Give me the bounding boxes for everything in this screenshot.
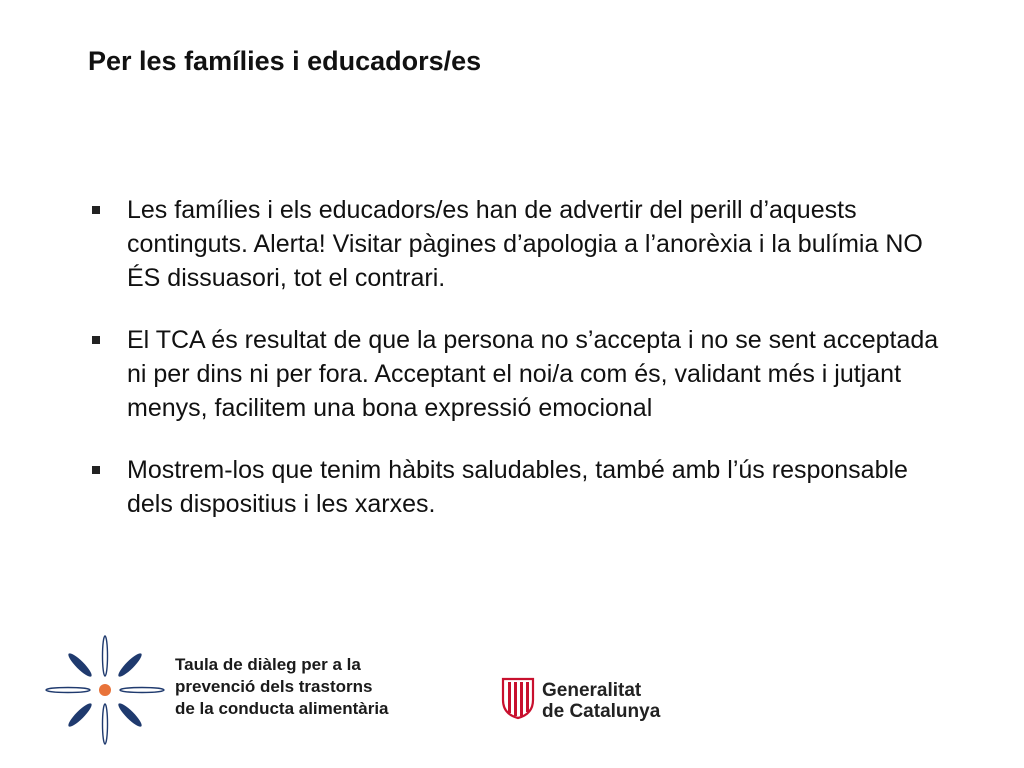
taula-dialeg-logo [40,632,440,752]
bullet-text: Les famílies i els educadors/es han de advertir del perill d’aquests continguts. Alerta! Visitar pàgines d’apologia a l’anorèxia i la bulímia NO ÉS dissuasori, tot el contrari. [127,196,923,292]
taula-logo-text [175,654,389,720]
square-bullet-icon [92,466,100,474]
bullet-list [90,193,950,549]
bullet-item [90,323,950,425]
generalitat-logo [500,676,720,726]
generalitat-logo-line: Generalitat [542,680,642,701]
bullet-text: Mostrem-los que tenim hàbits saludables, també amb l’ús responsable dels dispositius i les xarxes. [127,456,908,518]
slide-title: Per les famílies i educadors/es [88,46,482,76]
taula-logo-line: prevenció dels trastorns [175,677,373,696]
square-bullet-icon [92,336,100,344]
bullet-item [90,453,950,521]
taula-logo-line: Taula de diàleg per a la [175,655,361,674]
generalitat-logo-line: de Catalunya [542,701,661,722]
square-bullet-icon [92,206,100,214]
generalitat-logo-text [542,680,660,722]
senyera-shield-icon [500,676,536,720]
bullet-item [90,193,950,295]
bullet-text: El TCA és resultat de que la persona no s’accepta i no se sent acceptada ni per dins ni per fora. Acceptant el noi/a com és, validant més i jutjant menys, facilitem una bona expressió emocional [127,326,939,422]
radial-star-logo-icon [40,632,170,750]
taula-logo-line: de la conducta alimentària [175,699,389,718]
